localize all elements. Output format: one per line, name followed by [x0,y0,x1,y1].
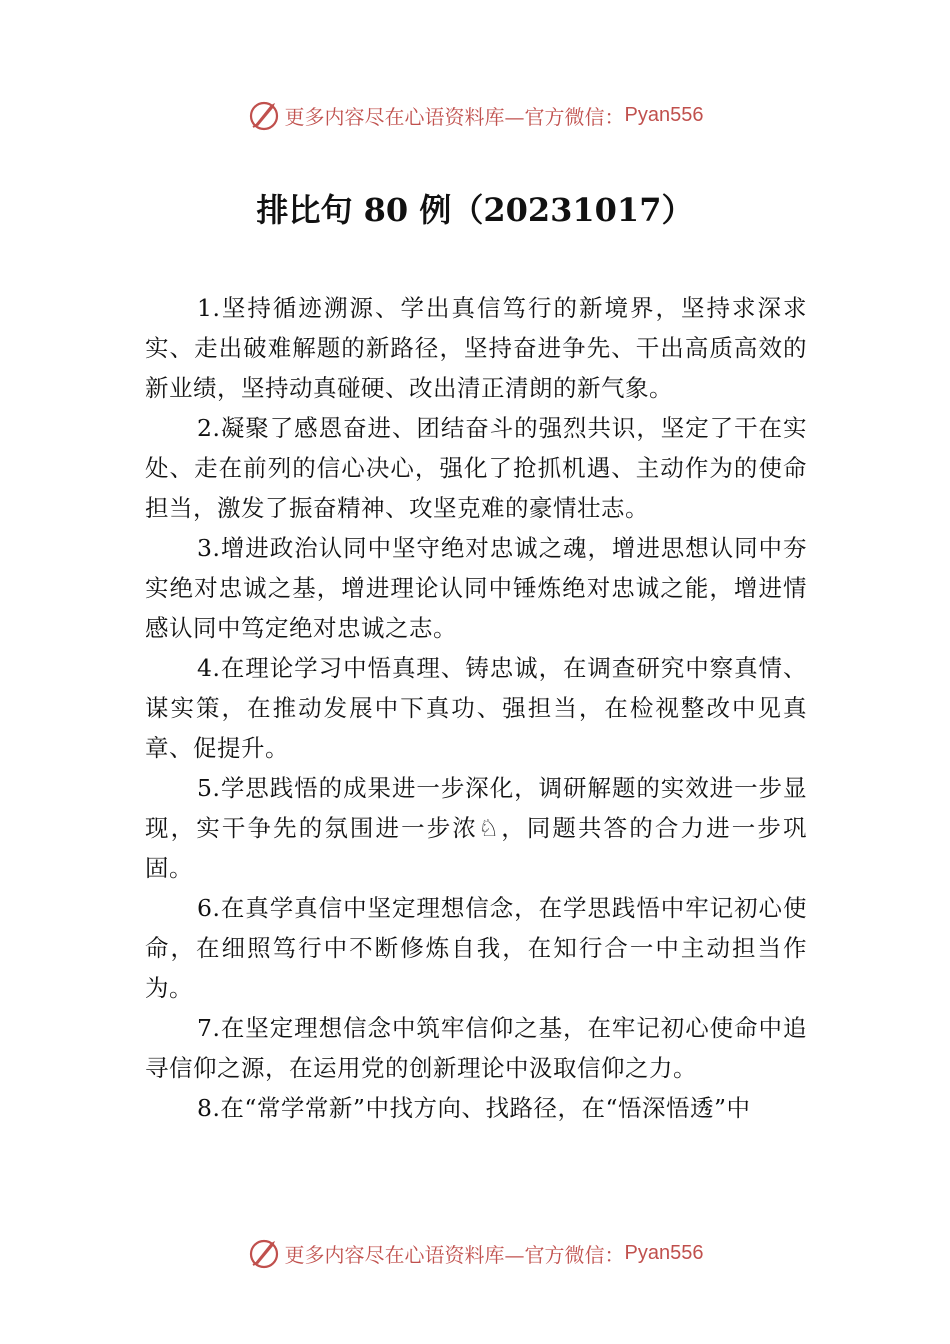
document-body [145,288,807,1128]
document-title: 排比句 80 例（20231017） [256,191,694,229]
paragraph: 7.在坚定理想信念中筑牢信仰之基，在牢记初心使命中追寻信仰之源，在运用党的创新理论中汲取信仰之力。 [145,1014,807,1082]
footer-banner [0,1233,950,1273]
paragraph: 8.在“常学常新”中找方向、找路径，在“悟深悟透”中 [197,1094,751,1122]
paragraph: 2.凝聚了感恩奋进、团结奋斗的强烈共识，坚定了干在实处、走在前列的信心决心，强化了抢抓机遇、主动作为的使命担当，激发了振奋精神、攻坚克难的豪情壮志。 [145,414,807,522]
header-banner [0,95,950,135]
paragraph: 1.坚持循迹溯源、学出真信笃行的新境界，坚持求深求实、走出破难解题的新路径，坚持奋进争先、干出高质高效的新业绩，坚持动真碰硬、改出清正清朗的新气象。 [145,294,807,402]
paragraph: 6.在真学真信中坚定理想信念，在学思践悟中牢记初心使命，在细照笃行中不断修炼自我，在知行合一中主动担当作为。 [145,894,807,1002]
quill-pen-logo-icon [247,98,281,132]
paragraph: 3.增进政治认同中坚守绝对忠诚之魂，增进思想认同中夯实绝对忠诚之基，增进理论认同中锤炼绝对忠诚之能，增进情感认同中笃定绝对忠诚之志。 [145,534,807,642]
footer-wechat-id: Pyan556 [624,1241,704,1264]
paragraph: 4.在理论学习中悟真理、铸忠诚，在调查研究中察真情、谋实策，在推动发展中下真功、强担当，在检视整改中见真章、促提升。 [145,654,807,762]
footer-banner-text: 更多内容尽在心语资料库—官方微信： [284,1242,625,1267]
paragraph: 5.学思践悟的成果进一步深化，调研解题的实效进一步显现，实干争先的氛围进一步浓♘，同题共答的合力进一步巩固。 [145,774,807,882]
header-banner-text: 更多内容尽在心语资料库—官方微信： [284,104,625,129]
quill-pen-logo-icon [247,1236,281,1270]
header-wechat-id: Pyan556 [624,103,704,126]
